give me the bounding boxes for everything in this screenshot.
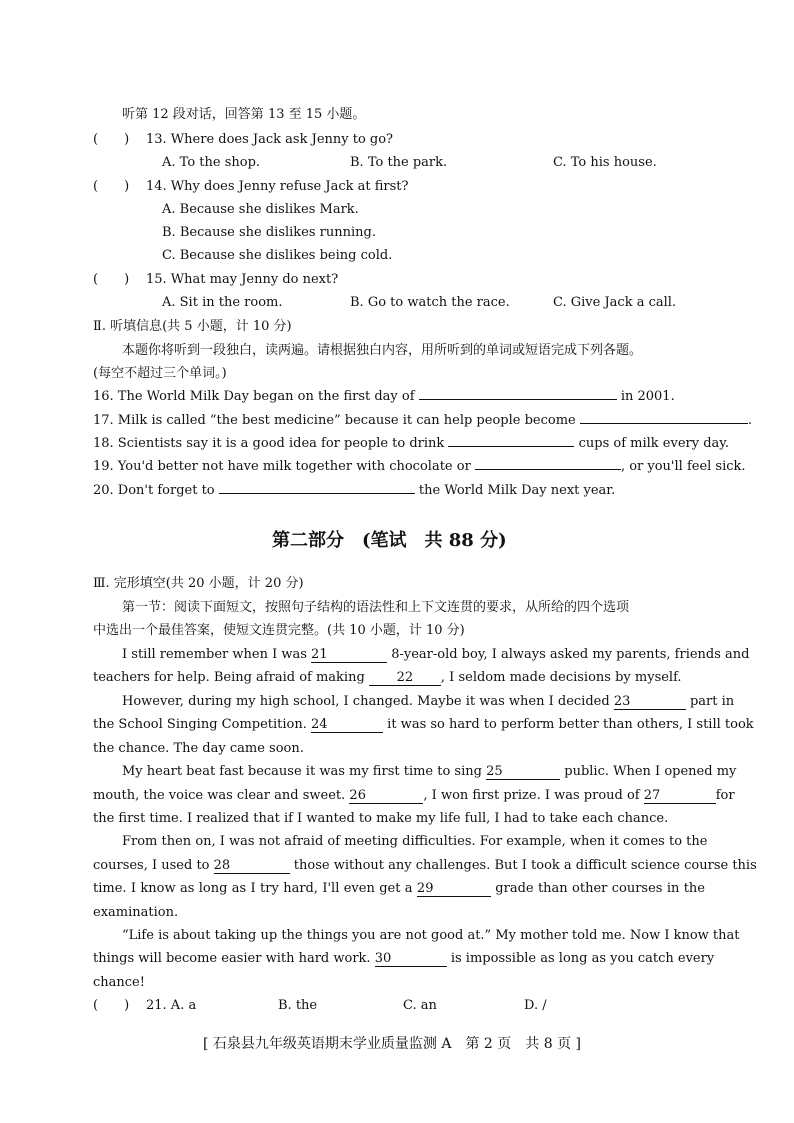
section-3-intro-cont: 中选出一个最佳答案，使短文连贯完整。(共 10 小题，计 10 分) [93, 623, 465, 638]
answer-bracket[interactable]: ( ) [93, 132, 130, 147]
item-19-tail: , or you'll feel sick. [620, 459, 746, 474]
blank-26[interactable]: 26 [349, 789, 423, 804]
blank-16[interactable] [419, 399, 617, 400]
fill-item-16 [93, 389, 675, 405]
page-footer: [ 石泉县九年级英语期末学业质量监测 A 第 2 页 共 8 页 ] [203, 1036, 581, 1052]
item-17-text: 17. Milk is called “the best medicine” because it can help people become [93, 413, 576, 428]
answer-bracket[interactable]: ( ) [93, 272, 130, 287]
blank-17[interactable] [580, 423, 748, 424]
q15-option-a: A. Sit in the room. [162, 295, 283, 310]
passage-line: things will become easier with hard work. 30 is impossible as long as you catch every [93, 951, 715, 966]
blank-30[interactable]: 30 [375, 952, 447, 967]
passage-line: “Life is about taking up the things you are not good at.” My mother told me. Now I know that [122, 928, 740, 943]
fill-item-20 [93, 483, 615, 499]
passage-line: chance! [93, 975, 145, 990]
part-2-title: 第二部分 (笔试 共 88 分) [272, 530, 507, 551]
passage-line: time. I know as long as I try hard, I'll even get a 29 grade than other courses in the [93, 881, 706, 896]
q15-option-c: C. Give Jack a call. [553, 295, 677, 310]
blank-21[interactable]: 21 [311, 648, 387, 663]
section-3-heading: Ⅲ. 完形填空(共 20 小题，计 20 分) [93, 576, 304, 591]
section-2-intro: 本题你将听到一段独白，读两遍。请根据独白内容，用所听到的单词或短语完成下列各题。 [122, 343, 643, 358]
blank-22[interactable]: 22 [369, 671, 441, 686]
passage-line: examination. [93, 905, 179, 920]
section-3-intro: 第一节：阅读下面短文，按照句子结构的语法性和上下文连贯的要求，从所给的四个选项 [122, 600, 630, 615]
item-20-text: 20. Don't forget to [93, 483, 215, 498]
answer-bracket[interactable]: ( ) [93, 998, 130, 1013]
q15-option-b: B. Go to watch the race. [350, 295, 510, 310]
answer-bracket[interactable]: ( ) [93, 179, 130, 194]
blank-18[interactable] [448, 446, 574, 447]
passage-line: My heart beat fast because it was my first time to sing 25 public. When I opened my [122, 764, 737, 779]
question-15-stem: 15. What may Jenny do next? [146, 272, 339, 287]
q13-option-c: C. To his house. [553, 155, 657, 170]
blank-20[interactable] [219, 493, 415, 494]
q14-option-a: A. Because she dislikes Mark. [162, 202, 359, 217]
q14-option-b: B. Because she dislikes running. [162, 225, 376, 240]
fill-item-19 [93, 459, 746, 475]
item-18-text: 18. Scientists say it is a good idea for people to drink [93, 436, 445, 451]
item-16-text: 16. The World Milk Day began on the first day of [93, 389, 415, 404]
question-14-stem: 14. Why does Jenny refuse Jack at first? [146, 179, 409, 194]
passage-line: mouth, the voice was clear and sweet. 26 , I won first prize. I was proud of 27 for [93, 788, 735, 803]
item-16-tail: in 2001. [620, 389, 675, 404]
passage-line: I still remember when I was 21 8-year-old boy, I always asked my parents, friends and [122, 647, 750, 662]
q14-option-c: C. Because she dislikes being cold. [162, 248, 393, 263]
blank-27[interactable]: 27 [644, 789, 716, 804]
blank-28[interactable]: 28 [214, 859, 290, 874]
blank-29[interactable]: 29 [417, 882, 491, 897]
question-13-stem: 13. Where does Jack ask Jenny to go? [146, 132, 394, 147]
passage-line: the School Singing Competition. 24 it was so hard to perform better than others, I still took [93, 717, 754, 732]
q21-option-b: B. the [278, 998, 318, 1013]
item-19-text: 19. You'd better not have milk together with chocolate or [93, 459, 471, 474]
passage-line: However, during my high school, I changed. Maybe it was when I decided 23 part in [122, 694, 735, 709]
question-21-stem: 21. A. a [146, 998, 197, 1013]
blank-19[interactable] [475, 469, 621, 470]
fill-item-17 [93, 413, 752, 429]
q13-option-a: A. To the shop. [162, 155, 261, 170]
q13-option-b: B. To the park. [350, 155, 448, 170]
item-17-tail: . [747, 413, 753, 428]
passage-line: From then on, I was not afraid of meeting difficulties. For example, when it comes to the [122, 834, 708, 849]
listening-instruction: 听第 12 段对话，回答第 13 至 15 小题。 [122, 107, 366, 122]
section-2-intro-note: (每空不超过三个单词。) [93, 366, 227, 381]
q21-option-c: C. an [403, 998, 437, 1013]
item-18-tail: cups of milk every day. [578, 436, 730, 451]
passage-line: teachers for help. Being afraid of making 22 , I seldom made decisions by myself. [93, 670, 682, 685]
passage-line: courses, I used to 28 those without any challenges. But I took a difficult science course this [93, 858, 757, 873]
blank-23[interactable]: 23 [614, 695, 686, 710]
section-2-heading: Ⅱ. 听填信息(共 5 小题，计 10 分) [93, 319, 292, 334]
blank-24[interactable]: 24 [311, 718, 383, 733]
item-20-tail: the World Milk Day next year. [418, 483, 616, 498]
q21-option-d: D. / [524, 998, 547, 1013]
passage-line: the first time. I realized that if I wanted to make my life full, I had to take each chance. [93, 811, 669, 826]
blank-25[interactable]: 25 [486, 765, 560, 780]
passage-line: the chance. The day came soon. [93, 741, 304, 756]
fill-item-18 [93, 436, 729, 452]
